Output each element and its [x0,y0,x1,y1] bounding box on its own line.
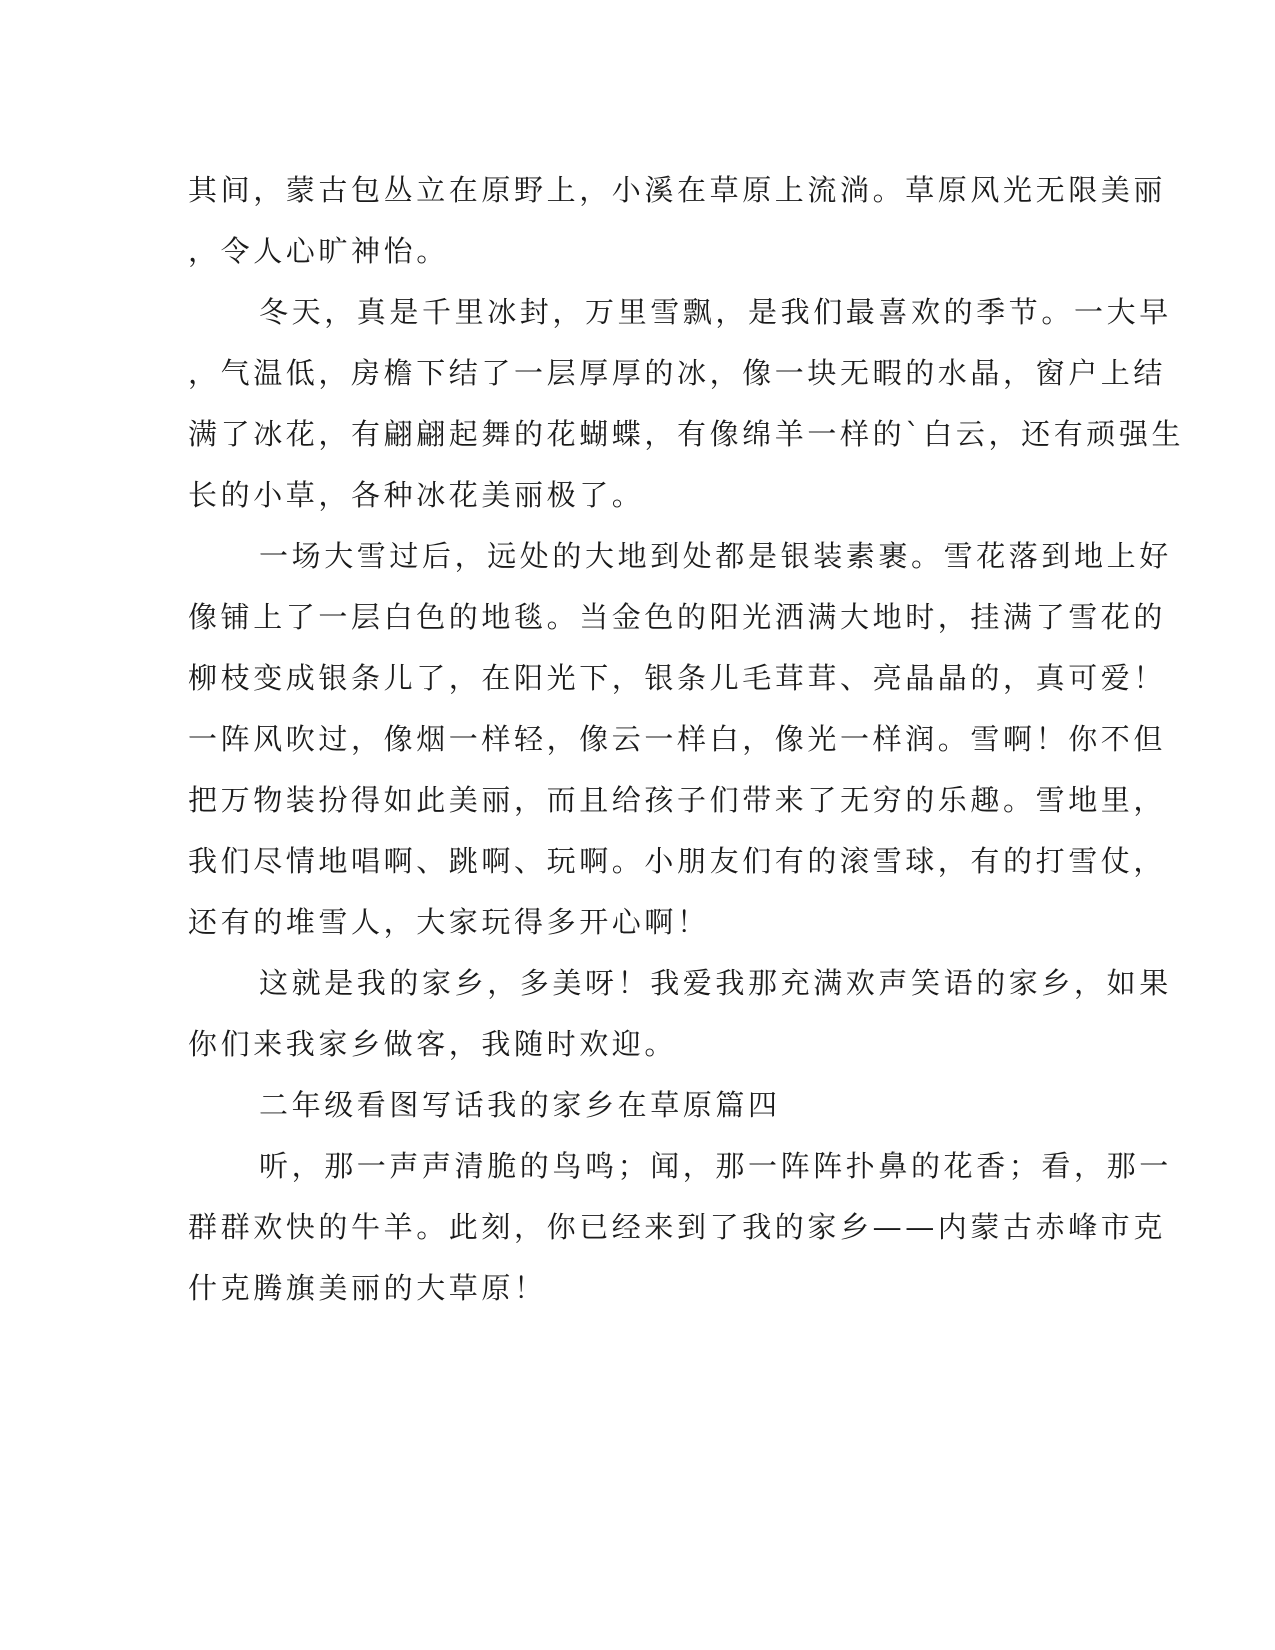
text-line: 听，那一声声清脆的鸟鸣；闻，那一阵阵扑鼻的花香；看，那一 [259,1149,1172,1183]
body-text [188,160,1185,1319]
section-heading: 二年级看图写话我的家乡在草原篇四 [259,1088,781,1122]
text-line: 柳枝变成银条儿了，在阳光下，银条儿毛茸茸、亮晶晶的，真可爱！ [188,661,1167,695]
text-line: 我们尽情地唱啊、跳啊、玩啊。小朋友们有的滚雪球，有的打雪仗， [188,844,1167,878]
text-line: 群群欢快的牛羊。此刻，你已经来到了我的家乡——内蒙古赤峰市克 [188,1210,1167,1244]
text-line: 还有的堆雪人，大家玩得多开心啊！ [188,905,710,939]
text-line: 冬天，真是千里冰封，万里雪飘，是我们最喜欢的季节。一大早 [259,295,1172,329]
text-line: 长的小草，各种冰花美丽极了。 [188,478,645,512]
text-line: 什克腾旗美丽的大草原！ [188,1271,547,1305]
text-line: 满了冰花，有翩翩起舞的花蝴蝶，有像绵羊一样的`白云，还有顽强生 [188,417,1185,451]
text-line: 其间，蒙古包丛立在原野上，小溪在草原上流淌。草原风光无限美丽 [188,173,1167,207]
text-line: 像铺上了一层白色的地毯。当金色的阳光洒满大地时，挂满了雪花的 [188,600,1167,634]
text-line: 一阵风吹过，像烟一样轻，像云一样白，像光一样润。雪啊！你不但 [188,722,1167,756]
text-line: 你们来我家乡做客，我随时欢迎。 [188,1027,678,1061]
text-line: 这就是我的家乡，多美呀！我爱我那充满欢声笑语的家乡，如果 [259,966,1172,1000]
text-line: 一场大雪过后，远处的大地到处都是银装素裹。雪花落到地上好 [259,539,1172,573]
text-line: ，气温低，房檐下结了一层厚厚的冰，像一块无暇的水晶，窗户上结 [188,356,1167,390]
text-line: 把万物装扮得如此美丽，而且给孩子们带来了无穷的乐趣。雪地里， [188,783,1167,817]
text-line: ，令人心旷神怡。 [188,234,449,268]
